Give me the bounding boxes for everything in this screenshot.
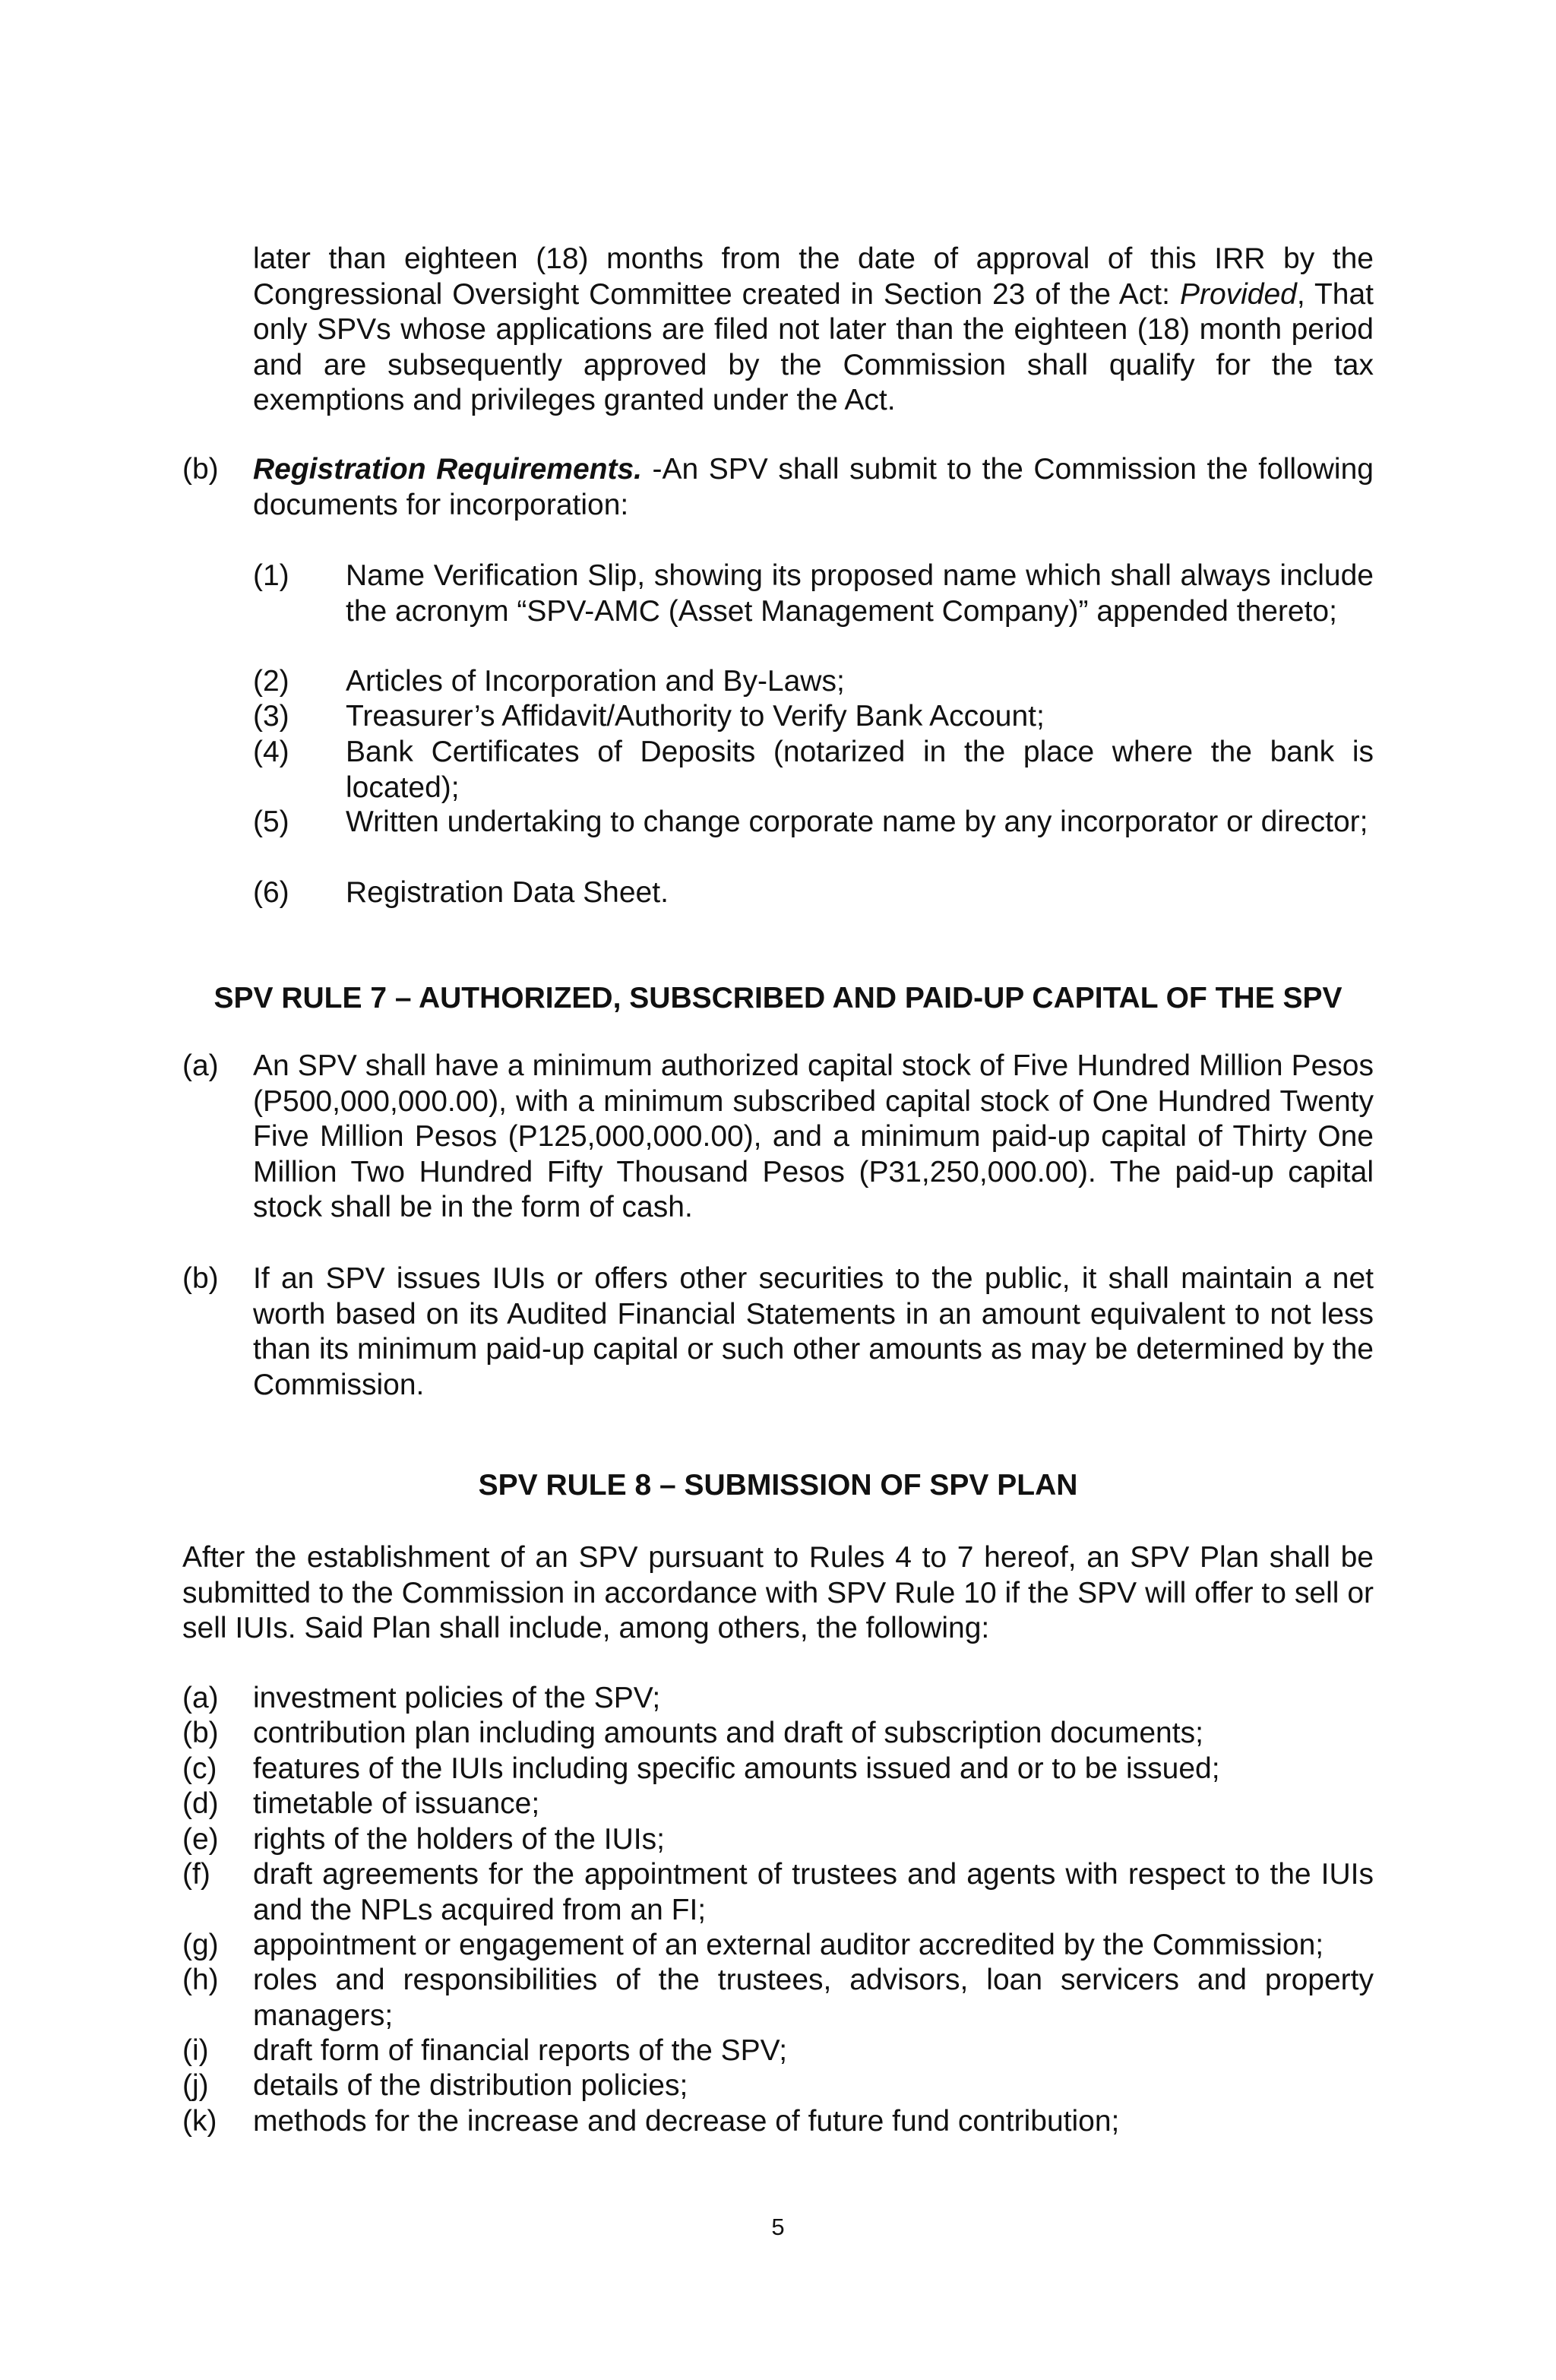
- registration-title: Registration Requirements.: [253, 453, 642, 486]
- item-text: Articles of Incorporation and By-Laws;: [346, 665, 845, 698]
- intro-italic: Provided: [1179, 277, 1297, 311]
- list-item: [253, 875, 1374, 911]
- rule8-intro: After the establishment of an SPV pursuant to Rules 4 to 7 hereof, an SPV Plan shall be submitted to the Commission in accordance with SPV Rule 10 if the SPV will offer to sell or sell IUIs. Said Plan shall include, among others, the following:: [182, 1541, 1374, 1644]
- list-item: [182, 1752, 1374, 1787]
- intro-text: later than eighteen (18) months from the date of approval of this IRR by the Congressional Oversight Committee created in Section 23 of the Act:: [253, 242, 1374, 311]
- list-item: [182, 1928, 1374, 1964]
- list-item: [182, 1681, 1374, 1717]
- item-label: (d): [182, 1787, 219, 1820]
- list-item: [182, 2104, 1374, 2140]
- item-label: (e): [182, 1823, 219, 1856]
- list-item: [253, 664, 1374, 700]
- item-text: details of the distribution policies;: [253, 2069, 688, 2102]
- registration-requirements: [182, 452, 1374, 523]
- item-text: Registration Data Sheet.: [346, 876, 669, 909]
- item-number: (4): [253, 736, 289, 768]
- item-text: rights of the holders of the IUIs;: [253, 1823, 665, 1856]
- rule8-heading: SPV RULE 8 – SUBMISSION OF SPV PLAN: [478, 1469, 1078, 1502]
- page-number: 5: [771, 2214, 785, 2240]
- item-text: investment policies of the SPV;: [253, 1682, 661, 1714]
- item-number: (2): [253, 665, 289, 698]
- item-text: features of the IUIs including specific amounts issued and or to be issued;: [253, 1752, 1220, 1785]
- rule7-heading: SPV RULE 7 – AUTHORIZED, SUBSCRIBED AND PAID-UP CAPITAL OF THE SPV: [213, 982, 1343, 1014]
- item-number: (5): [253, 805, 289, 838]
- item-text: Name Verification Slip, showing its proposed name which shall always include the acronym “SPV-AMC (Asset Management Company)” appended thereto;: [346, 559, 1374, 628]
- list-item: [253, 699, 1374, 735]
- item-number: (1): [253, 559, 289, 592]
- item-text: If an SPV issues IUIs or offers other securities to the public, it shall maintain a net worth based on its Audited Financial Statements in an amount equivalent to not less than its minimum paid-up capital or such other amounts as may be determined by the Commission.: [253, 1262, 1374, 1401]
- item-label: (a): [182, 1682, 219, 1714]
- item-label: (i): [182, 2034, 209, 2067]
- item-text: contribution plan including amounts and draft of subscription documents;: [253, 1717, 1203, 1749]
- intro-text-continued: , That only SPVs whose applications are filed not later than the eighteen (18) month period and are subsequently approved by the Commission shall qualify for the tax exemptions and privileges granted under the Act.: [253, 277, 1374, 416]
- item-text: An SPV shall have a minimum authorized capital stock of Five Hundred Million Pesos (P500,000,000.00), with a minimum subscribed capital stock of One Hundred Twenty Five Million Pesos (P125,000,000.00), and a minimum paid-up capital of Thirty One Million Two Hundred Fifty Thousand Pesos (P31,250,000.00). The paid-up capital stock shall be in the form of cash.: [253, 1049, 1374, 1223]
- item-text: Treasurer’s Affidavit/Authority to Verify Bank Account;: [346, 700, 1045, 733]
- item-text: roles and responsibilities of the trustees, advisors, loan servicers and property managers;: [253, 1964, 1374, 2032]
- list-item: [253, 735, 1374, 805]
- list-item: [182, 2033, 1374, 2069]
- rule7-item-a: [182, 1049, 1374, 1226]
- list-item: [182, 1822, 1374, 1858]
- item-label: (c): [182, 1752, 217, 1785]
- list-item: [182, 1787, 1374, 1822]
- rule7-item-b: [182, 1261, 1374, 1403]
- item-text: timetable of issuance;: [253, 1787, 540, 1820]
- item-label: (g): [182, 1929, 219, 1961]
- item-text: Bank Certificates of Deposits (notarized in the place where the bank is located);: [346, 736, 1374, 804]
- item-text: draft agreements for the appointment of trustees and agents with respect to the IUIs and the NPLs acquired from an FI;: [253, 1858, 1374, 1926]
- item-label: (h): [182, 1964, 219, 1996]
- registration-text: -An SPV shall submit to the Commission the following documents for incorporation:: [253, 453, 1374, 521]
- item-label: (b): [182, 1717, 219, 1749]
- intro-paragraph: [253, 242, 1374, 419]
- item-label: (b): [182, 453, 219, 486]
- list-item: [182, 1963, 1374, 2033]
- item-label: (a): [182, 1049, 219, 1082]
- item-text: Written undertaking to change corporate name by any incorporator or director;: [346, 805, 1368, 838]
- item-number: (3): [253, 700, 289, 733]
- list-item: [182, 2068, 1374, 2104]
- list-item: [182, 1857, 1374, 1928]
- item-label: (f): [182, 1858, 210, 1891]
- list-item: [253, 559, 1374, 629]
- list-item: [253, 805, 1374, 840]
- list-item: [182, 1716, 1374, 1752]
- item-label: (b): [182, 1262, 219, 1295]
- item-label: (j): [182, 2069, 209, 2102]
- item-text: methods for the increase and decrease of future fund contribution;: [253, 2105, 1120, 2138]
- item-number: (6): [253, 876, 289, 909]
- item-text: appointment or engagement of an external auditor accredited by the Commission;: [253, 1929, 1324, 1961]
- item-label: (k): [182, 2105, 217, 2138]
- item-text: draft form of financial reports of the SPV;: [253, 2034, 788, 2067]
